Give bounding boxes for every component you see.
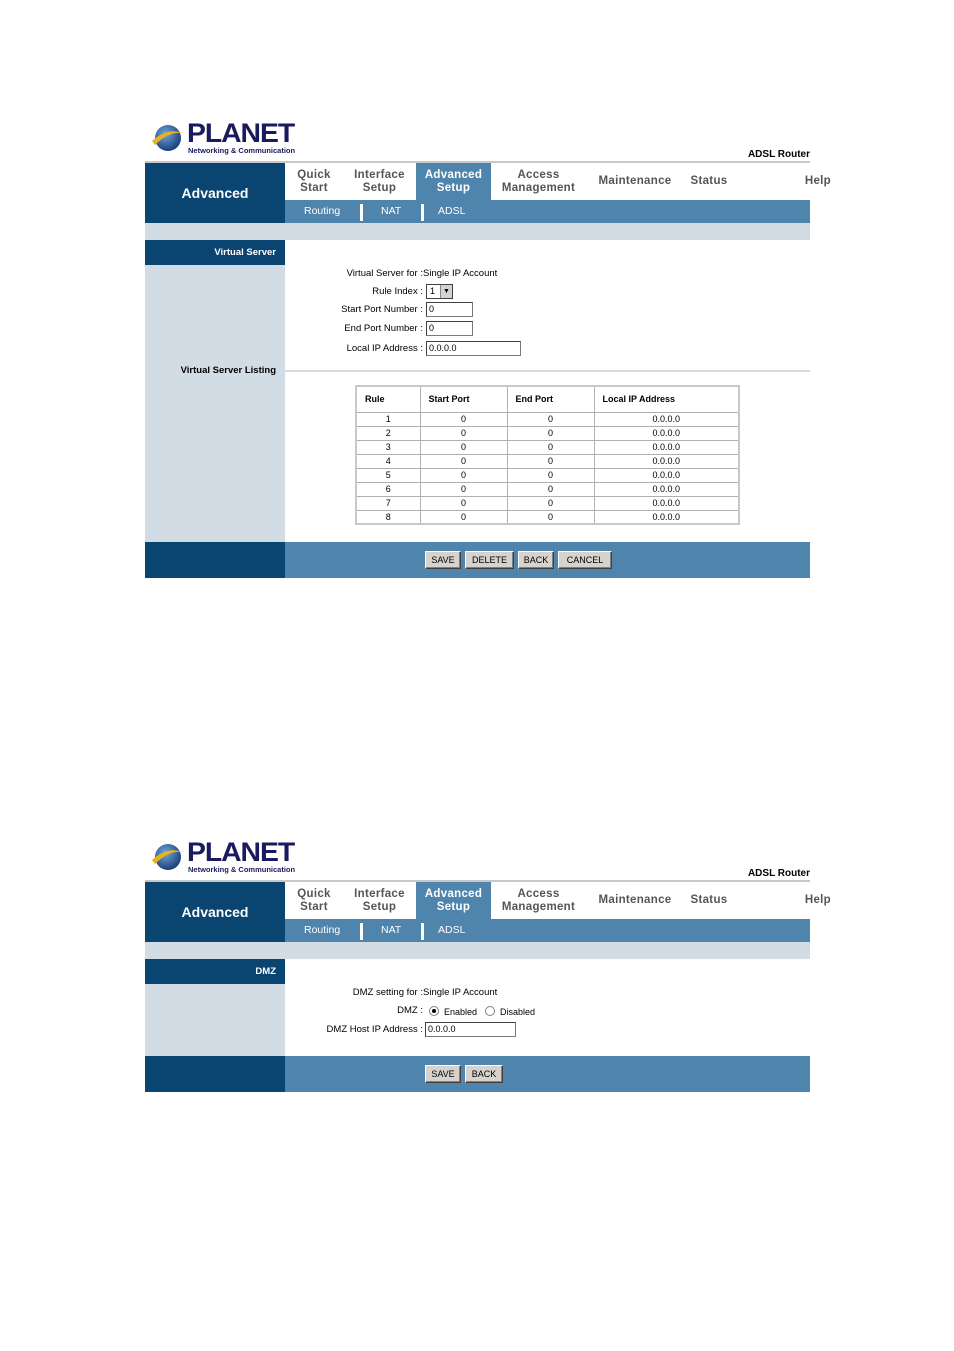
rule-index-select[interactable]: 1 ▼ <box>426 284 453 299</box>
dmz-disabled-label: Disabled <box>500 1007 536 1017</box>
column-end-port: End Port <box>507 386 594 412</box>
start-port-label: Start Port Number : <box>341 304 423 315</box>
rule-index-label: Rule Index : <box>372 286 423 297</box>
subnav-nat[interactable]: NAT <box>381 924 402 936</box>
planet-logo <box>149 837 296 874</box>
virtual-server-table <box>355 385 740 525</box>
nav-status[interactable]: Status <box>690 175 728 187</box>
nav-section-title: Advanced <box>145 882 285 942</box>
virtual-server-footer <box>145 542 810 578</box>
virtual-server-title: Virtual Server <box>145 240 285 265</box>
main-nav <box>145 163 831 223</box>
subnav-nat[interactable]: NAT <box>381 205 402 217</box>
nav-interface-setup[interactable]: Interface Setup <box>354 168 405 194</box>
nav-quick-start[interactable]: Quick Start <box>297 887 331 913</box>
save-button[interactable]: SAVE <box>425 551 461 569</box>
server-for-label: Virtual Server for : <box>346 268 423 279</box>
table-row: 3 0 0 0.0.0.0 <box>356 440 739 454</box>
header <box>145 113 810 161</box>
nav-help[interactable]: Help <box>804 894 831 906</box>
nav-maintenance[interactable]: Maintenance <box>598 175 672 187</box>
nav-status[interactable]: Status <box>690 894 728 906</box>
brand-tagline: Networking & Communication <box>188 865 296 874</box>
nav-access-management[interactable]: Access Management <box>501 168 576 194</box>
dmz-for-label: DMZ setting for : <box>352 987 423 998</box>
dmz-for-value: Single IP Account <box>423 987 498 998</box>
virtual-server-listing-title: Virtual Server Listing <box>180 365 276 376</box>
cancel-button[interactable]: CANCEL <box>558 551 612 569</box>
dmz-panel <box>145 832 831 1092</box>
start-port-input[interactable]: 0 <box>426 302 473 317</box>
table-header-row <box>356 386 739 412</box>
product-name: ADSL Router <box>747 149 810 160</box>
product-name: ADSL Router <box>747 868 810 879</box>
subnav-routing[interactable]: Routing <box>304 205 341 217</box>
end-port-label: End Port Number : <box>344 323 423 334</box>
sub-nav <box>285 200 810 223</box>
virtual-server-panel <box>145 113 831 578</box>
dmz-content <box>145 959 810 1056</box>
dmz-enabled-label: Enabled <box>444 1007 478 1017</box>
virtual-server-content <box>145 240 810 542</box>
column-start-port: Start Port <box>420 386 507 412</box>
header <box>145 832 810 880</box>
local-ip-input[interactable]: 0.0.0.0 <box>426 341 521 356</box>
subnav-adsl[interactable]: ADSL <box>438 924 466 936</box>
subnav-routing[interactable]: Routing <box>304 924 341 936</box>
brand-tagline: Networking & Communication <box>188 146 296 155</box>
local-ip-label: Local IP Address : <box>346 343 423 354</box>
dmz-title: DMZ <box>145 959 285 984</box>
globe-icon <box>149 119 185 155</box>
back-button[interactable]: BACK <box>465 1065 503 1083</box>
table-row: 6 0 0 0.0.0.0 <box>356 482 739 496</box>
nav-advanced-setup[interactable]: Advanced Setup <box>416 163 491 200</box>
end-port-input[interactable]: 0 <box>426 321 473 336</box>
delete-button[interactable]: DELETE <box>465 551 514 569</box>
chevron-down-icon: ▼ <box>440 285 452 298</box>
dmz-disabled-radio[interactable] <box>485 1006 495 1016</box>
table-row: 7 0 0 0.0.0.0 <box>356 496 739 510</box>
nav-interface-setup[interactable]: Interface Setup <box>354 887 405 913</box>
dmz-enabled-radio[interactable] <box>429 1006 439 1016</box>
sub-nav <box>285 919 810 942</box>
save-button[interactable]: SAVE <box>425 1065 461 1083</box>
brand-name: PLANET <box>187 118 295 148</box>
dmz-host-label: DMZ Host IP Address : <box>326 1024 423 1035</box>
table-row: 1 0 0 0.0.0.0 <box>356 412 739 426</box>
column-local-ip: Local IP Address <box>594 386 739 412</box>
nav-quick-start[interactable]: Quick Start <box>297 168 331 194</box>
table-row: 5 0 0 0.0.0.0 <box>356 468 739 482</box>
nav-advanced-setup[interactable]: Advanced Setup <box>416 882 491 919</box>
dmz-host-input[interactable]: 0.0.0.0 <box>425 1022 516 1037</box>
back-button[interactable]: BACK <box>518 551 554 569</box>
nav-section-title: Advanced <box>145 163 285 223</box>
nav-help[interactable]: Help <box>804 175 831 187</box>
nav-maintenance[interactable]: Maintenance <box>598 894 672 906</box>
column-rule: Rule <box>356 386 420 412</box>
server-for-value: Single IP Account <box>423 268 498 279</box>
table-row: 2 0 0 0.0.0.0 <box>356 426 739 440</box>
table-row: 8 0 0 0.0.0.0 <box>356 510 739 524</box>
table-row: 4 0 0 0.0.0.0 <box>356 454 739 468</box>
subnav-adsl[interactable]: ADSL <box>438 205 466 217</box>
nav-access-management[interactable]: Access Management <box>501 887 576 913</box>
brand-name: PLANET <box>187 837 295 867</box>
dmz-footer <box>145 1056 810 1092</box>
main-nav <box>145 882 831 942</box>
planet-logo <box>149 118 296 155</box>
dmz-label: DMZ : <box>397 1005 423 1016</box>
globe-icon <box>149 838 185 874</box>
